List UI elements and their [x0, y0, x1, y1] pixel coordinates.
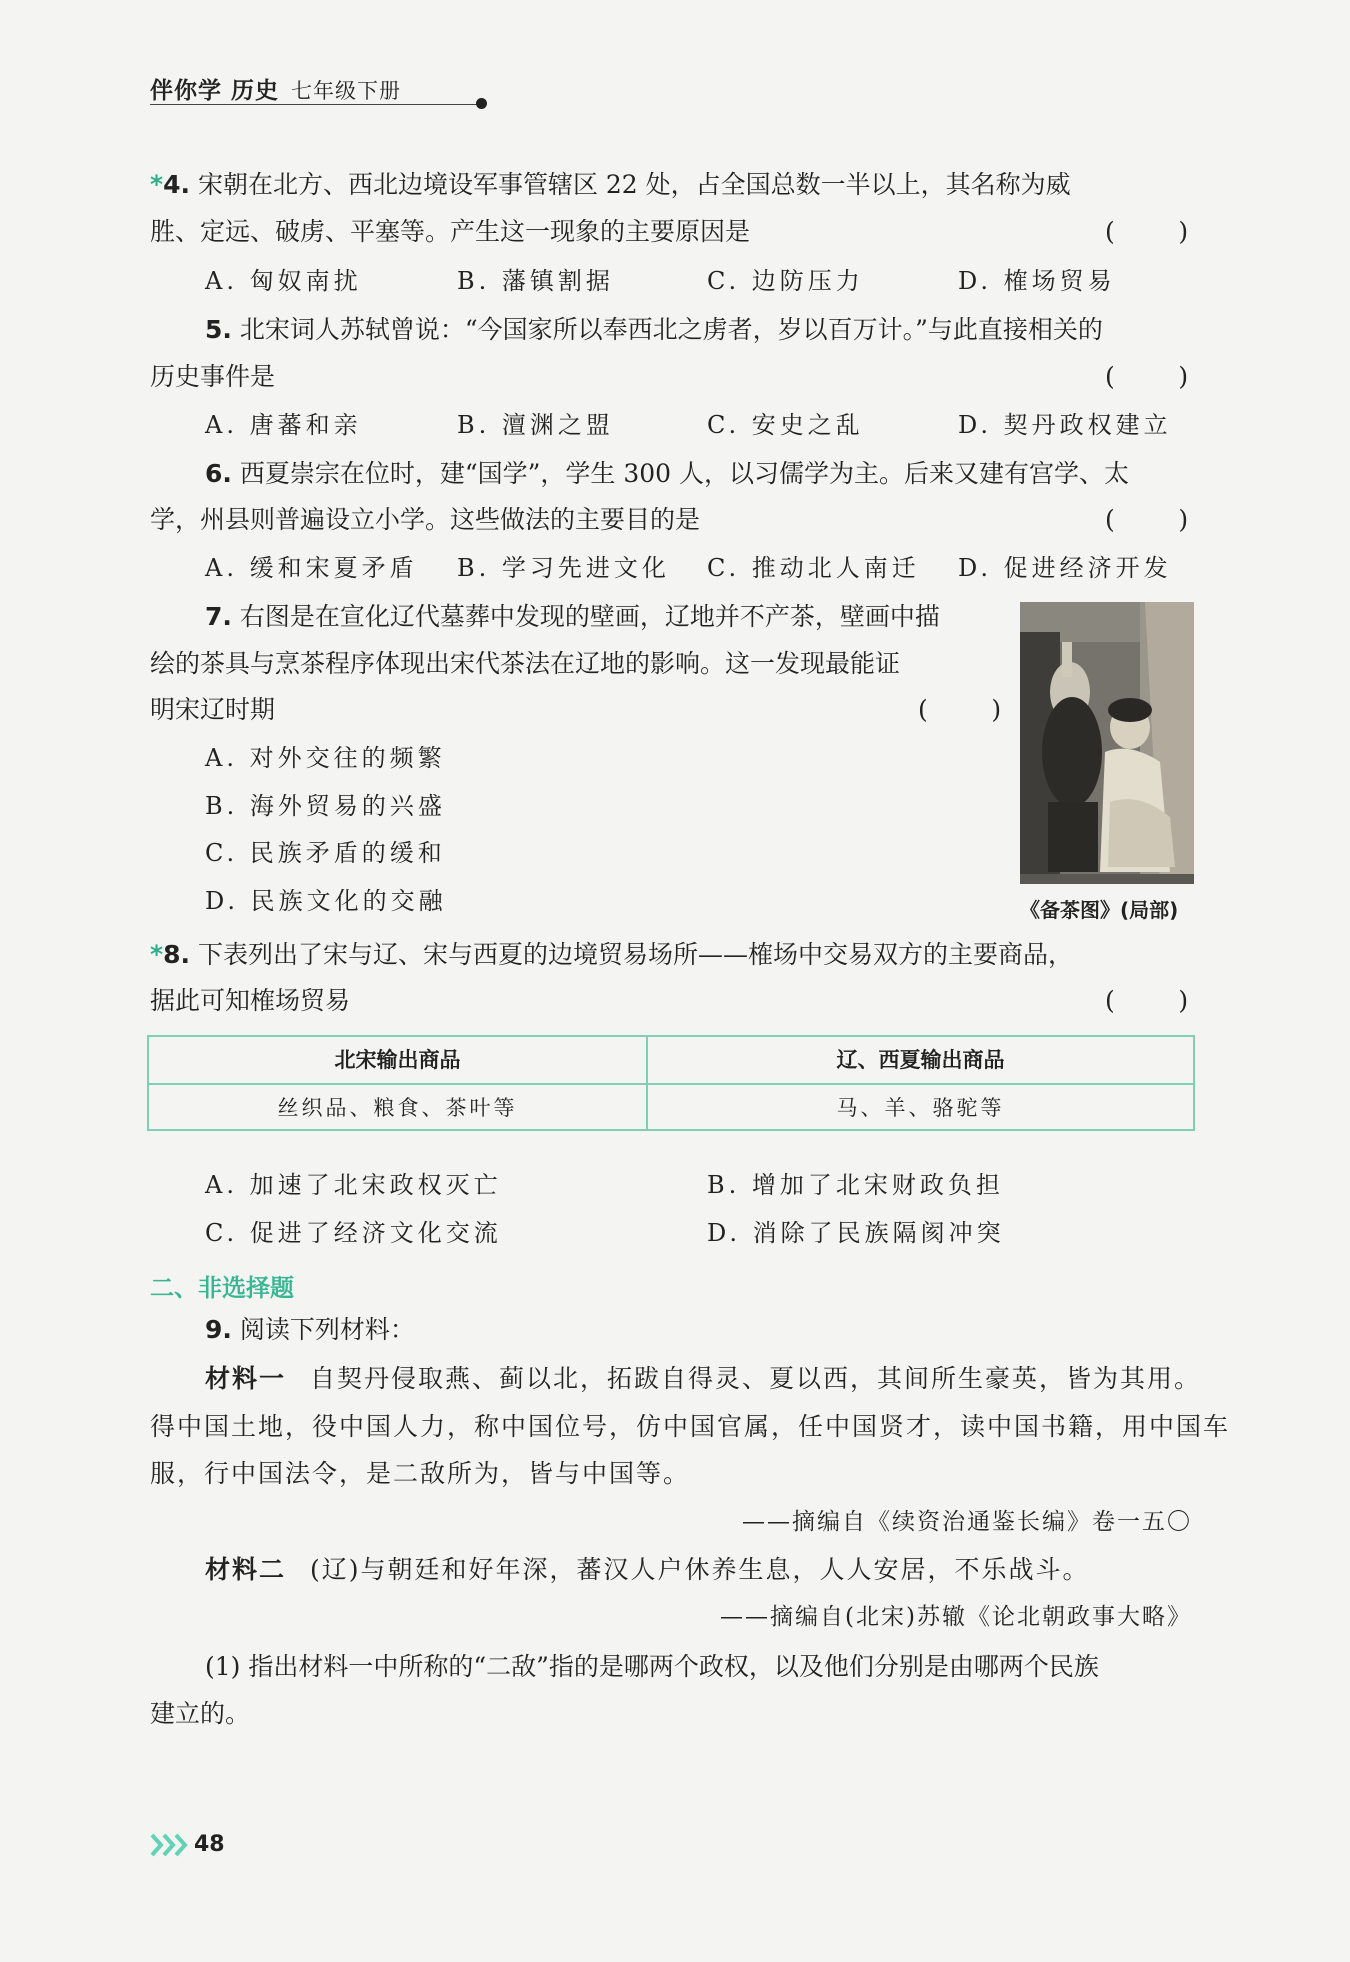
q8-number: 8. — [163, 940, 190, 969]
material-one-line1 — [150, 1362, 1200, 1396]
q4-option-c[interactable]: C. 边防压力 — [707, 267, 864, 295]
q5-number: 5. — [205, 315, 232, 344]
q8-text1: 下表列出了宋与辽、宋与西夏的边境贸易场所——榷场中交易双方的主要商品， — [197, 940, 1073, 969]
q6-option-d[interactable]: D. 促进经济开发 — [958, 554, 1172, 582]
material-one-line3: 服，行中国法令，是二敌所为，皆与中国等。 — [150, 1459, 691, 1488]
q5-answer-blank[interactable]: ( ) — [1105, 362, 1189, 391]
header-dot-icon — [476, 98, 487, 109]
tea-preparation-mural-image — [1020, 602, 1194, 884]
q8-answer-blank[interactable]: ( ) — [1105, 986, 1189, 1015]
q9-intro-text: 阅读下列材料： — [239, 1315, 415, 1344]
q5-option-d[interactable]: D. 契丹政权建立 — [958, 411, 1172, 439]
q5-option-c[interactable]: C. 安史之乱 — [707, 411, 864, 439]
q5-option-b[interactable]: B. 澶渊之盟 — [457, 411, 614, 439]
material-two-source: ——摘编自(北宋)苏辙《论北朝政事大略》 — [720, 1604, 1192, 1630]
q7-line2: 绘的茶具与烹茶程序体现出宋代茶法在辽地的影响。这一发现最能证 — [150, 649, 901, 678]
header-rule — [150, 104, 482, 105]
q4-option-b[interactable]: B. 藩镇割据 — [457, 267, 614, 295]
figure-caption: 《备茶图》(局部) — [1020, 898, 1179, 922]
header-subtitle: 七年级下册 — [291, 79, 402, 103]
table-cell: 马、羊、骆驼等 — [836, 1096, 1005, 1120]
section-title: 二、非选择题 — [150, 1274, 294, 1302]
q7-option-d[interactable]: D. 民族文化的交融 — [205, 887, 447, 915]
q8-option-b[interactable]: B. 增加了北宋财政负担 — [707, 1171, 1004, 1199]
q5-line2: 历史事件是 — [150, 362, 276, 391]
q9-sub1-line2: 建立的。 — [150, 1699, 251, 1728]
q7-option-c[interactable]: C. 民族矛盾的缓和 — [205, 839, 446, 867]
material-one-label: 材料一 — [205, 1364, 287, 1393]
q5-line1 — [150, 313, 1200, 347]
q9-sub1-text1: (1) 指出材料一中所称的“二敌”指的是哪两个政权，以及他们分别是由哪两个民族 — [205, 1652, 1099, 1681]
q8-option-c[interactable]: C. 促进了经济文化交流 — [205, 1219, 502, 1247]
q6-text1: 西夏崇宗在位时，建“国学”，学生 300 人，以习儒学为主。后来又建有宫学、太 — [239, 459, 1130, 488]
material-one-line2: 得中国土地，役中国人力，称中国位号，仿中国官属，任中国贤才，读中国书籍，用中国车 — [150, 1412, 1231, 1441]
material-one-text1: 自契丹侵取燕、蓟以北，拓跋自得灵、夏以西，其间所生豪英，皆为其用。 — [309, 1364, 1201, 1393]
q5-option-a[interactable]: A. 唐蕃和亲 — [205, 411, 362, 439]
q7-line1 — [150, 600, 1010, 634]
q6-option-b[interactable]: B. 学习先进文化 — [457, 554, 670, 582]
material-two-line — [150, 1553, 1200, 1587]
star-icon: * — [150, 940, 164, 969]
q9-intro — [150, 1313, 1200, 1347]
q4-number: 4. — [163, 170, 190, 199]
q7-line3: 明宋辽时期 — [150, 695, 276, 724]
page-number-text: 48 — [194, 1832, 225, 1857]
table-cell: 丝织品、粮食、茶叶等 — [149, 1085, 648, 1131]
q6-answer-blank[interactable]: ( ) — [1105, 505, 1189, 534]
q4-option-a[interactable]: A. 匈奴南扰 — [205, 267, 362, 295]
material-two-label: 材料二 — [205, 1555, 287, 1584]
q6-option-a[interactable]: A. 缓和宋夏矛盾 — [205, 554, 418, 582]
q4-option-d[interactable]: D. 榷场贸易 — [958, 267, 1116, 295]
q9-sub1-line1 — [150, 1650, 1200, 1684]
q8-line2: 据此可知榷场贸易 — [150, 986, 351, 1015]
star-icon: * — [150, 170, 164, 199]
q8-line1 — [150, 938, 1200, 972]
chevrons-icon — [150, 1832, 190, 1858]
q6-option-c[interactable]: C. 推动北人南迁 — [707, 554, 920, 582]
table-header-cell: 北宋输出商品 — [149, 1037, 648, 1083]
q5-text1: 北宋词人苏轼曾说：“今国家所以奉西北之虏者，岁以百万计。”与此直接相关的 — [239, 315, 1103, 344]
table-header-cell: 辽、西夏输出商品 — [836, 1048, 1005, 1072]
q4-line2: 胜、定远、破虏、平塞等。产生这一现象的主要原因是 — [150, 217, 751, 246]
material-one-source: ——摘编自《续资治通鉴长编》卷一五〇 — [742, 1509, 1192, 1535]
q4-text1: 宋朝在北方、西北边境设军事管辖区 22 处，占全国总数一半以上，其名称为威 — [197, 170, 1071, 199]
q7-answer-blank[interactable]: ( ) — [918, 695, 1002, 724]
q4-answer-blank[interactable]: ( ) — [1105, 217, 1189, 246]
q8-option-d[interactable]: D. 消除了民族隔阂冲突 — [707, 1219, 1005, 1247]
running-header — [150, 72, 490, 112]
table-header-row — [149, 1037, 1193, 1085]
material-two-text: (辽)与朝廷和好年深，蕃汉人户休养生息，人人安居，不乐战斗。 — [309, 1555, 1090, 1584]
q6-line2: 学，州县则普遍设立小学。这些做法的主要目的是 — [150, 505, 701, 534]
q9-number: 9. — [205, 1315, 232, 1344]
table-row — [149, 1085, 1193, 1131]
q7-option-a[interactable]: A. 对外交往的频繁 — [205, 744, 446, 772]
header-title: 伴你学 历史 七年级下册 — [150, 78, 402, 104]
q8-option-a[interactable]: A. 加速了北宋政权灭亡 — [205, 1171, 502, 1199]
q7-number: 7. — [205, 602, 232, 631]
q6-line1 — [150, 457, 1200, 491]
q7-option-b[interactable]: B. 海外贸易的兴盛 — [205, 792, 446, 820]
q6-number: 6. — [205, 459, 232, 488]
mural-illustration — [1020, 602, 1194, 884]
q4-line1 — [150, 168, 1200, 202]
trade-goods-table — [147, 1035, 1195, 1131]
q7-text1: 右图是在宣化辽代墓葬中发现的壁画，辽地并不产茶，壁画中描 — [239, 602, 940, 631]
